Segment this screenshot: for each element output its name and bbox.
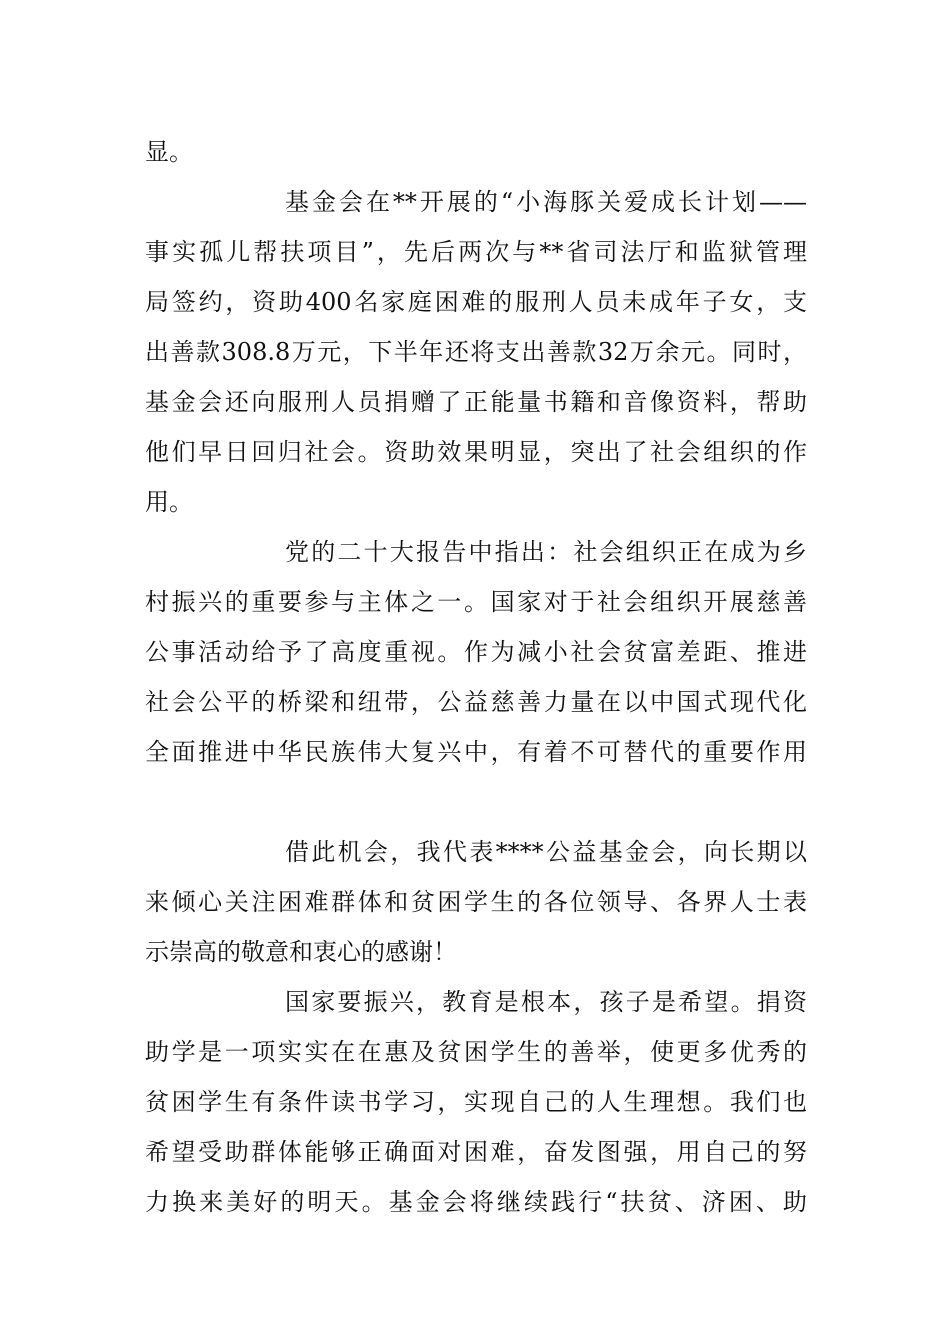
text-line: 公事活动给予了高度重视。作为减小社会贫富差距、推进	[145, 638, 807, 666]
text-line: 国家要振兴，教育是根本，孩子是希望。捐资	[285, 988, 807, 1016]
text-line: 借此机会，我代表****公益基金会，向长期以	[285, 838, 807, 866]
text-line: 来倾心关注困难群体和贫困学生的各位领导、各界人士表	[145, 888, 807, 916]
text-line: 示崇高的敬意和衷心的感谢！	[145, 938, 457, 966]
text-line: 希望受助群体能够正确面对困难，奋发图强，用自己的努	[145, 1138, 807, 1166]
text-line: 全面推进中华民族伟大复兴中，有着不可替代的重要作用	[145, 738, 807, 766]
text-line: 力换来美好的明天。基金会将继续践行“扶贫、济困、助	[145, 1188, 807, 1216]
text-line: 用。	[145, 488, 193, 516]
text-line: 基金会在**开展的“小海豚关爱成长计划——	[285, 188, 807, 216]
text-line: 事实孤儿帮扶项目”，先后两次与**省司法厅和监狱管理	[145, 238, 807, 266]
text-line: 贫困学生有条件读书学习，实现自己的人生理想。我们也	[145, 1088, 807, 1116]
text-line: 基金会还向服刑人员捐赠了正能量书籍和音像资料，帮助	[145, 388, 807, 416]
text-line: 出善款308.8万元，下半年还将支出善款32万余元。同时，	[145, 338, 807, 366]
text-line: 他们早日回归社会。资助效果明显，突出了社会组织的作	[145, 438, 807, 466]
text-line: 党的二十大报告中指出：社会组织正在成为乡	[285, 538, 807, 566]
text-line: 助学是一项实实在在惠及贫困学生的善举，使更多优秀的	[145, 1038, 807, 1066]
text-line: 村振兴的重要参与主体之一。国家对于社会组织开展慈善	[145, 588, 807, 616]
text-line: 局签约，资助400名家庭困难的服刑人员未成年子女，支	[145, 288, 807, 316]
text-line: 显。	[145, 138, 193, 166]
text-line: 社会公平的桥梁和纽带，公益慈善力量在以中国式现代化	[145, 688, 807, 716]
